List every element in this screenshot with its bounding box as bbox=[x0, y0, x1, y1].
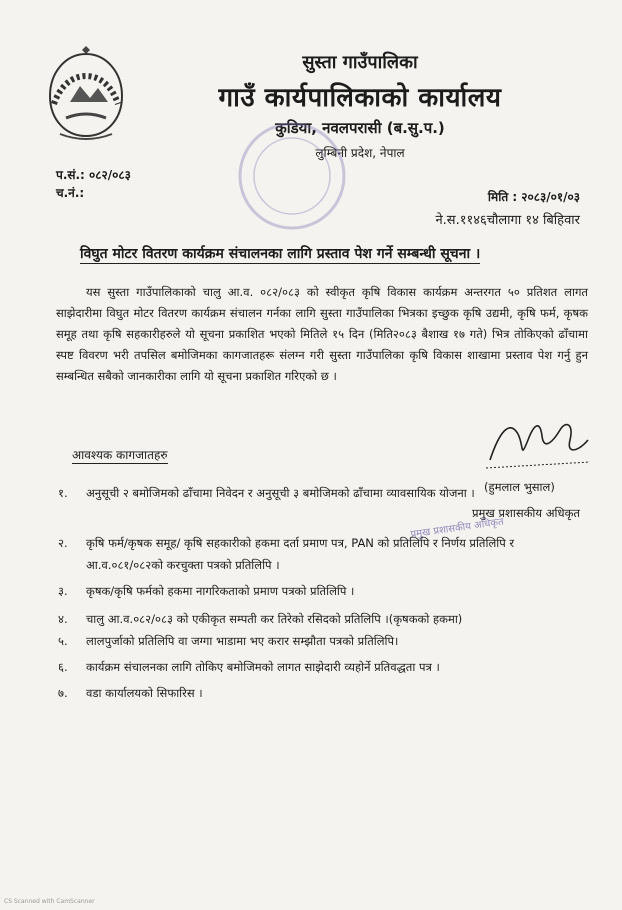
item-number: १. bbox=[58, 486, 68, 500]
scanner-watermark: CS Scanned with CamScanner bbox=[4, 898, 95, 905]
item-number: २. bbox=[58, 536, 68, 550]
office-title: गाउँ कार्यपालिकाको कार्यालय bbox=[218, 83, 502, 113]
documents-heading: आवश्यक कागजातहरु bbox=[72, 448, 168, 462]
item-number: ४. bbox=[58, 612, 68, 626]
office-stamp-icon bbox=[236, 120, 348, 232]
notice-subject bbox=[80, 244, 480, 263]
item-text: चालु आ.व.०८२/०८३ को एकीकृत सम्पती कर तिरेको रसिदको प्रतिलिपि ।(कृषकको हकमा) bbox=[86, 612, 463, 626]
item-text: वडा कार्यालयको सिफारिस । bbox=[86, 686, 203, 700]
item-number: ६. bbox=[58, 660, 68, 674]
subject-text: विघुत मोटर वितरण कार्यक्रम संचालनका लागि प्रस्ताव पेश गर्ने सम्बन्धी सूचना । bbox=[80, 246, 481, 262]
office-address: कुडिया, नवलपरासी (ब.सु.प.) bbox=[275, 119, 445, 137]
item-text: कृषक/कृषि फर्मको हकमा नागरिकताको प्रमाण पत्रको प्रतिलिपि । bbox=[86, 584, 355, 598]
item-number: ७. bbox=[58, 686, 68, 700]
signature-icon bbox=[470, 400, 600, 480]
item-number: ३. bbox=[58, 584, 68, 598]
signatory-stamp: प्रमुख प्रशासकीय अधिकृत bbox=[409, 516, 505, 541]
municipality-name: सुस्ता गाउँपालिका bbox=[302, 52, 418, 73]
notice-body bbox=[56, 282, 588, 387]
body-paragraph: यस सुस्ता गाउँपालिकाको चालु आ.व. ०८२/०८३ को स्वीकृत कृषि विकास कार्यक्रम अन्तरगत ५० प्रतिशत लागत साझेदारीमा विघुत मोटर वितरण कार्यक्रम संचालन गर्नका लागि सुस्ता गाउँपालिका भित्रका इच्छुक कृषि उद्यमी, कृषि फर्म, कृषक समूह तथा कृषि सहकारीहरुले यो सूचना प्रकाशित भएको मितिले १५ दिन (मिति२०८३ बैशाख १७ गते) भित्र तोकिएको ढाँचामा स्पष्ट विवरण भरी तपसिल बमोजिमका कागजातहरू संलग्न गरी सुस्ता गाउँपालिका कृषि विकास शाखामा प्रस्ताव पेश गर्नु हुन सम्बन्धित सबैको जानकारीका लागि यो सूचना प्रकाशित गरिएको छ । bbox=[56, 285, 588, 383]
signatory-name: (हुमलाल भुसाल) bbox=[484, 480, 555, 494]
patra-sankhya: प.सं.: ०८२/०८३ bbox=[56, 168, 131, 182]
item-text: कृषि फर्म/कृषक समूह/ कृषि सहकारीको हकमा दर्ता प्रमाण पत्र, PAN को प्रतिलिपि र निर्णय प्रतिलिपि र आ.व.०८१/०८२को करचुक्ता पत्रको प्रतिलिपि । bbox=[86, 536, 515, 572]
item-text: लालपुर्जाको प्रतिलिपि वा जग्गा भाडामा भए करार सम्झौता पत्रको प्रतिलिपि। bbox=[86, 634, 399, 648]
office-province: लुम्बिनी प्रदेश, नेपाल bbox=[315, 146, 405, 160]
chalani-number: च.नं.: bbox=[56, 186, 85, 200]
item-number: ५. bbox=[58, 634, 68, 648]
date-bs: मिति : २०८३/०१/०३ bbox=[487, 190, 580, 204]
item-text: कार्यक्रम संचालनका लागि तोकिए बमोजिमको लागत साझेदारी व्यहोर्ने प्रतिवद्धता पत्र । bbox=[86, 660, 440, 674]
item-text: अनुसूची २ बमोजिमको ढाँचामा निवेदन र अनुसूची ३ बमोजिमको ढाँचामा व्यावसायिक योजना । bbox=[86, 486, 475, 500]
nepal-emblem-icon bbox=[40, 46, 132, 144]
date-ns: ने.स.११४६चौलागा १४ बिहिवार bbox=[435, 213, 580, 228]
signatory-title: प्रमुख प्रशासकीय अधिकृत bbox=[472, 506, 580, 520]
